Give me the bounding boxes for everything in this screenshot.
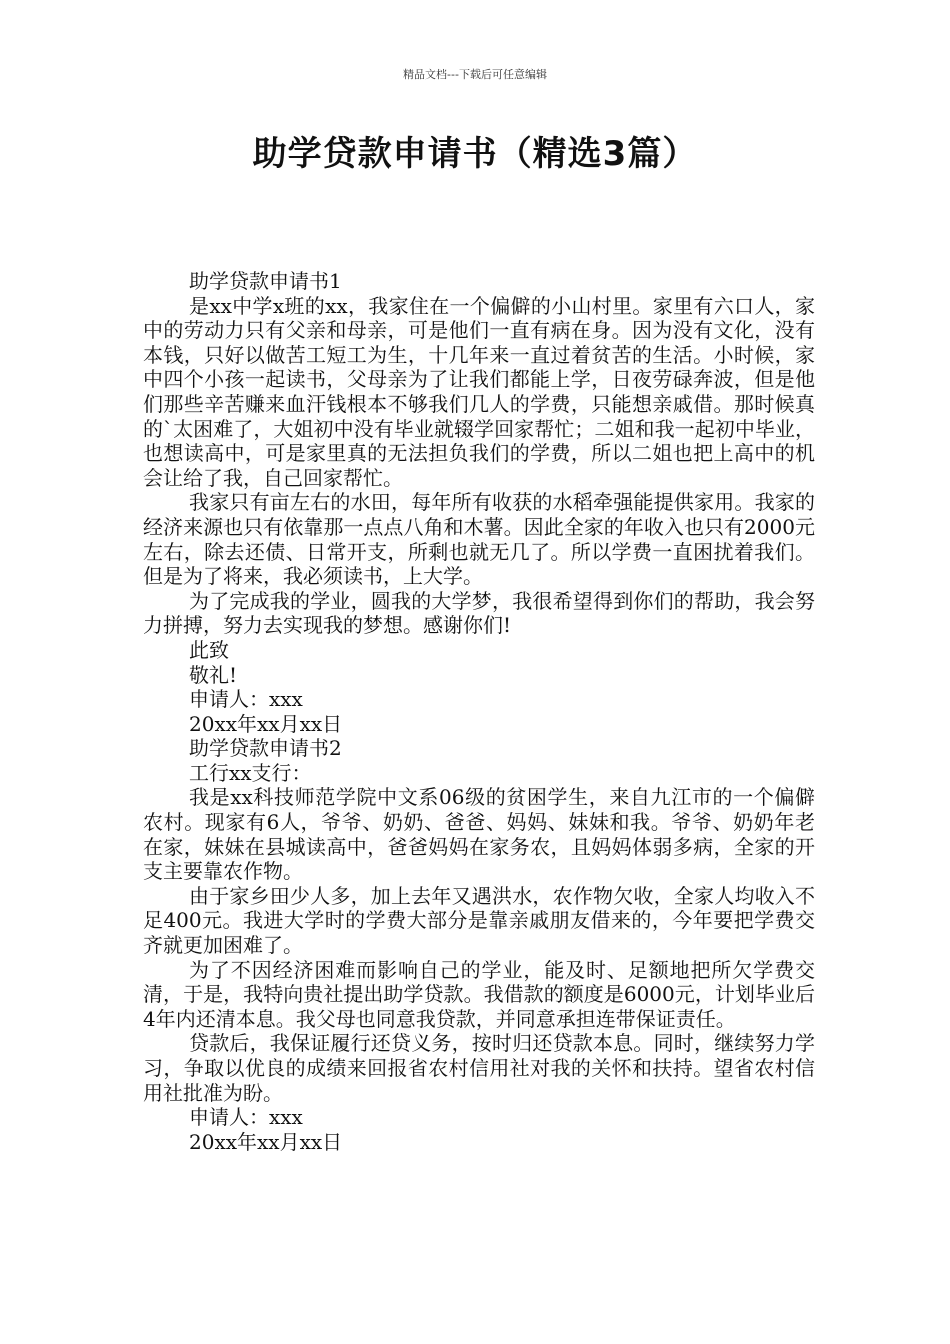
document-body [143,269,815,1154]
letter-2-paragraph-1: 我是xx科技师范学院中文系06级的贫困学生，来自九江市的一个偏僻农村。现家有6人，爷爷、奶奶、爸爸、妈妈、妹妹和我。爷爷、奶奶年老在家，妹妹在县城读高中，爸爸妈妈在家务农，且妈妈体弱多病，全家的开支主要靠农作物。 [143,785,815,884]
letter-1 [143,269,815,736]
letter-1-paragraph-2: 我家只有亩左右的水田，每年所有收获的水稻牵强能提供家用。我家的经济来源也只有依靠那一点点八角和木薯。因此全家的年收入也只有2000元左右，除去还债、日常开支，所剩也就无几了。所以学费一直困扰着我们。但是为了将来，我必须读书，上大学。 [143,490,815,589]
letter-1-paragraph-1: 是xx中学x班的xx，我家住在一个偏僻的小山村里。家里有六口人，家中的劳动力只有父亲和母亲，可是他们一直有病在身。因为没有文化，没有本钱，只好以做苦工短工为生，十几年来一直过着贫苦的生活。小时候，家中四个小孩一起读书，父母亲为了让我们都能上学，日夜劳碌奔波，但是他们那些辛苦赚来血汗钱根本不够我们几人的学费，只能想亲戚借。那时候真的`太困难了，大姐初中没有毕业就辍学回家帮忙；二姐和我一起初中毕业，也想读高中，可是家里真的无法担负我们的学费，所以二姐也把上高中的机会让给了我，自己回家帮忙。 [143,293,815,490]
letter-1-date: 20xx年xx月xx日 [189,711,343,736]
letter-2-paragraph-3: 为了不因经济困难而影响自己的学业，能及时、足额地把所欠学费交清，于是，我特向贵社提出助学贷款。我借款的额度是6000元，计划毕业后4年内还清本息。我父母也同意我贷款，并同意承担连带保证责任。 [143,957,815,1031]
letter-1-closing-2: 敬礼! [189,662,238,687]
letter-1-applicant: 申请人：xxx [189,687,303,712]
letter-1-heading: 助学贷款申请书1 [189,269,342,293]
letter-1-paragraph-3: 为了完成我的学业，圆我的大学梦，我很希望得到你们的帮助，我会努力拼搏，努力去实现我的梦想。感谢你们! [143,588,815,638]
document-title: 助学贷款申请书（精选3篇） [252,134,698,174]
letter-1-closing-1: 此致 [189,637,229,662]
letter-2-heading: 助学贷款申请书2 [189,736,342,761]
letter-2-paragraph-4: 贷款后，我保证履行还贷义务，按时归还贷款本息。同时，继续努力学习，争取以优良的成绩来回报省农村信用社对我的关怀和扶持。望省农村信用社批准为盼。 [143,1031,815,1105]
letter-2-applicant: 申请人：xxx [189,1105,303,1130]
letter-2-date: 20xx年xx月xx日 [189,1129,343,1154]
letter-2 [143,736,815,1154]
letter-2-salutation: 工行xx支行： [189,760,312,785]
letter-2-paragraph-2: 由于家乡田少人多，加上去年又遇洪水，农作物欠收，全家人均收入不足400元。我进大学时的学费大部分是靠亲戚朋友借来的，今年要把学费交齐就更加困难了。 [143,883,815,958]
header-note: 精品文档---下载后可任意编辑 [403,68,547,81]
